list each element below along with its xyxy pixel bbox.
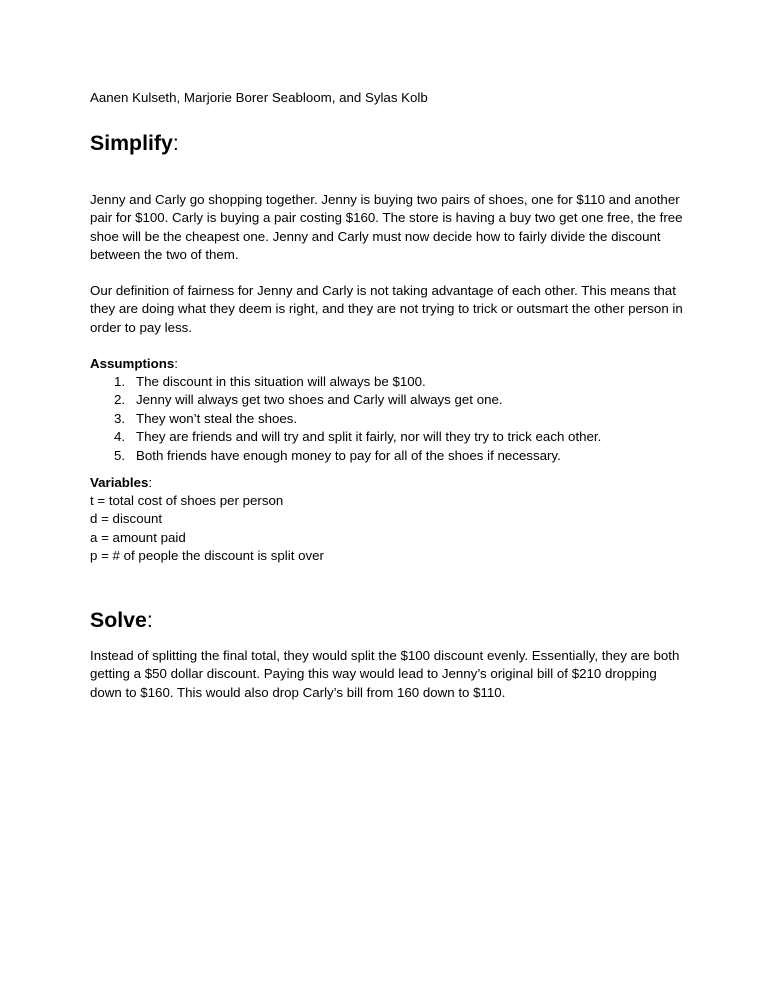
list-number: 2.: [114, 392, 126, 408]
variables-label: Variables:: [90, 475, 153, 490]
list-text: They are friends and will try and split it fairly, nor will they try to trick each other.: [136, 429, 602, 445]
list-text: Jenny will always get two shoes and Carly will always get one.: [136, 392, 503, 408]
heading-colon: :: [146, 608, 153, 632]
variable-item: d = discount: [90, 511, 163, 527]
list-text: Both friends have enough money to pay for all of the shoes if necessary.: [136, 447, 561, 463]
list-number: 4.: [114, 429, 126, 445]
list-item: [90, 373, 686, 391]
solve-paragraph: Instead of splitting the final total, they would split the $100 discount evenly. Essentially, they are both getting a $50 dollar discount. Paying this way would lead to Jenny’s original bill of $210 dropping down to $160. This would also drop Carly’s bill from 160 down to $110.: [90, 648, 680, 700]
list-item: [90, 410, 686, 428]
list-number: 3.: [114, 410, 126, 426]
assumptions-label: Assumptions:: [90, 356, 178, 371]
simplify-heading: [90, 130, 686, 156]
simplify-heading-text: Simplify: [90, 131, 173, 155]
variable-item: a = amount paid: [90, 529, 186, 545]
solve-heading-text: Solve: [90, 608, 147, 632]
list-number: 1.: [114, 374, 126, 389]
problem-paragraph: Jenny and Carly go shopping together. Jenny is buying two pairs of shoes, one for $110 and another pair for $100. Carly is buying a pair costing $160. The store is having a buy two get one free, the free shoe will be the cheapest one. Jenny and Carly must now decide how to fairly divide the discount between the two of them.: [90, 192, 683, 263]
variables-label-text: Variables: [90, 475, 149, 490]
variable-item: t = total cost of shoes per person: [90, 493, 284, 508]
heading-colon: :: [172, 131, 179, 155]
list-item: [90, 447, 686, 465]
list-text: They won’t steal the shoes.: [136, 410, 298, 426]
assumptions-list: [90, 373, 686, 465]
variables-list: [90, 492, 686, 566]
list-item: [90, 391, 686, 409]
fairness-paragraph: Our definition of fairness for Jenny and Carly is not taking advantage of each other. This means that they are doing what they deem is right, and they are not trying to trick or outsmart the other person in order to pay less.: [90, 283, 683, 335]
list-item: [90, 428, 686, 446]
variable-item: p = # of people the discount is split over: [90, 548, 324, 564]
list-text: The discount in this situation will always be $100.: [136, 374, 426, 389]
solve-heading: [90, 607, 686, 633]
list-number: 5.: [114, 447, 126, 463]
authors-line: Aanen Kulseth, Marjorie Borer Seabloom, and Sylas Kolb: [90, 90, 428, 105]
assumptions-label-text: Assumptions: [90, 356, 175, 371]
